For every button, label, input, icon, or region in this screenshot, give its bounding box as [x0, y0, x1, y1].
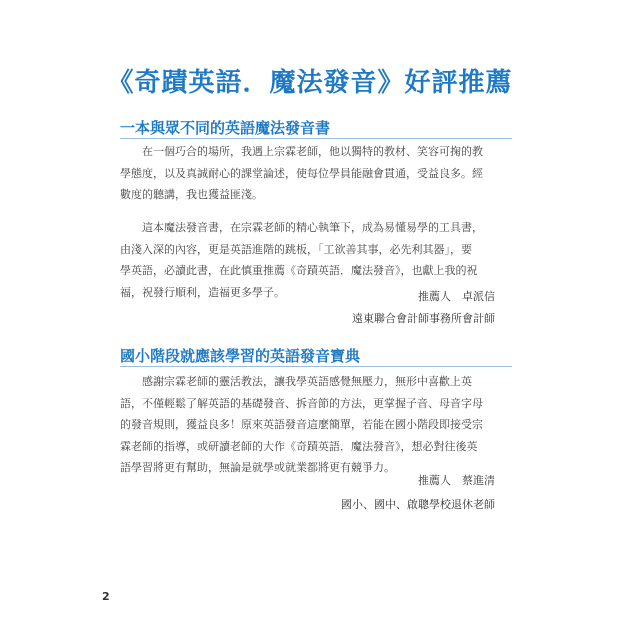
recommender-affiliation: 遠東聯合會計師事務所會計師 — [352, 312, 495, 325]
section-heading: 一本與眾不同的英語魔法發音書 — [120, 119, 331, 137]
text-line: 語學習將更有幫助，無論是就學或就業都將更有競爭力。 — [120, 461, 395, 474]
text-line: 福，祝發行順利，造福更多學子。 — [120, 285, 285, 299]
text-line: 霖老師的指導，或研讀老師的大作《奇蹟英語．魔法發音》，想必對往後英 — [120, 439, 478, 453]
text-line: 語，不僅輕鬆了解英語的基礎發音、拆音節的方法，更掌握子音、母音字母 — [120, 396, 483, 410]
section-heading: 國小階段就應該學習的英語發音寶典 — [120, 347, 361, 365]
paragraph — [120, 371, 498, 479]
text-line: 在一個巧合的場所，我遇上宗霖老師，他以獨特的教材、笑容可掬的教 — [142, 145, 483, 158]
recommender-name: 推薦人 蔡進清 — [418, 474, 495, 487]
page-title: 《奇蹟英語．魔法發音》好評推薦 — [107, 68, 513, 98]
section-divider — [120, 138, 512, 139]
text-line: 的發音規則，獲益良多！原來英語發音這麼簡單，若能在國小階段即接受宗 — [120, 418, 483, 431]
page-number: 2 — [102, 590, 110, 603]
recommender-name: 推薦人 卓派信 — [418, 290, 495, 303]
text-line: 學英語，必讀此書，在此慎重推薦《奇蹟英語．魔法發音》，也獻上我的祝 — [120, 264, 478, 277]
text-line: 數度的聽講，我也獲益匪淺。 — [120, 188, 263, 201]
section-divider — [120, 366, 512, 367]
text-line: 感謝宗霖老師的靈活教法，讓我學英語感覺無壓力，無形中喜歡上英 — [142, 375, 472, 388]
text-line: 由淺入深的內容，更是英語進階的跳板，「工欲善其事，必先利其器」，要 — [120, 242, 472, 256]
recommender-affiliation: 國小、國中、啟聰學校退休老師 — [341, 498, 495, 511]
text-line: 學態度，以及真誠耐心的課堂論述，使每位學員能融會貫通，受益良多。經 — [120, 166, 483, 180]
paragraph — [120, 141, 498, 206]
text-line: 這本魔法發音書，在宗霖老師的精心執筆下，成為易懂易學的工具書， — [142, 221, 483, 234]
